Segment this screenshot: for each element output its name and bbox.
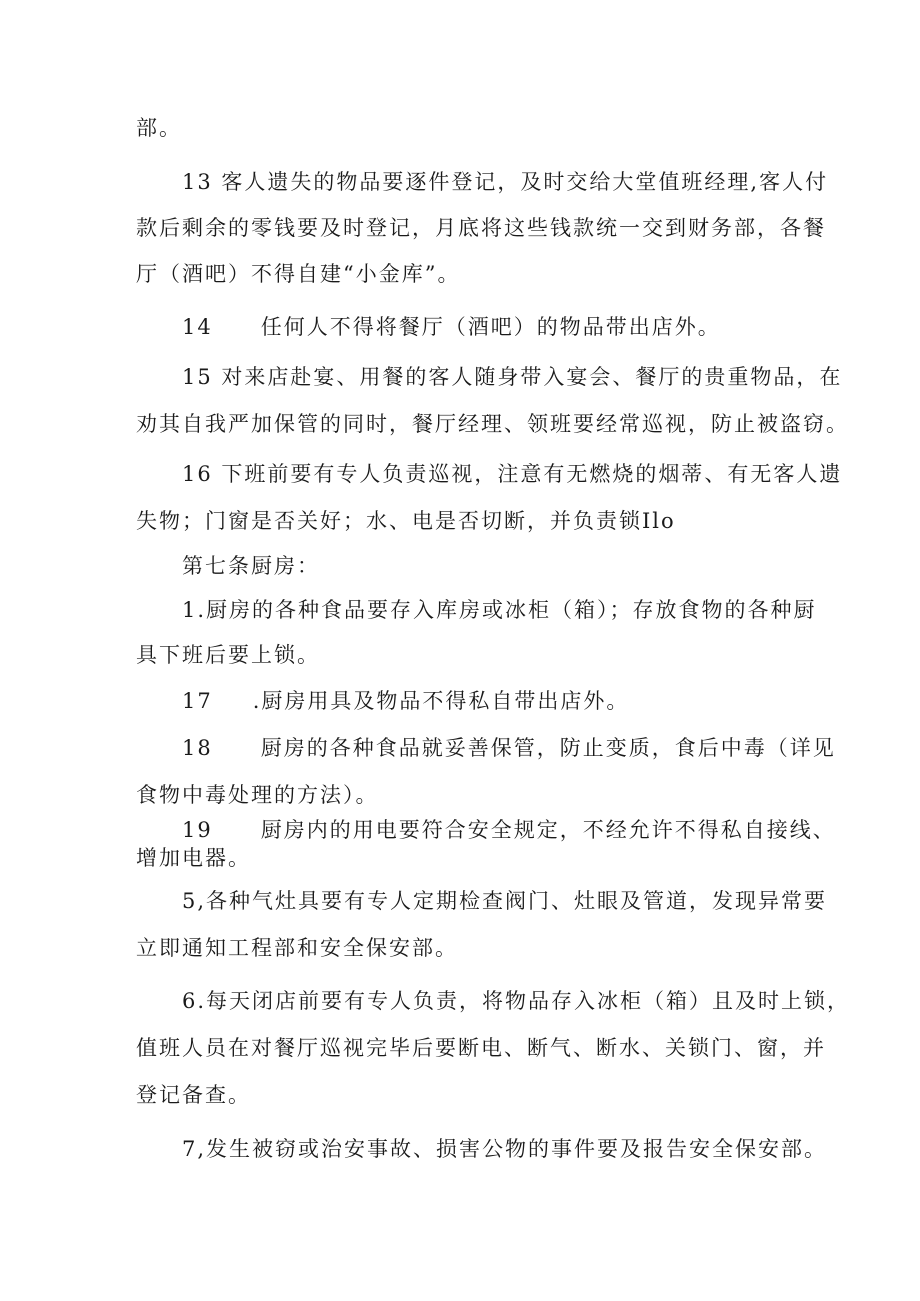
text-line: 16 下班前要有专人负责巡视，注意有无燃烧的烟蒂、有无客人遗 (182, 462, 843, 486)
item-text: 厨房内的用电要符合安全规定，不经允许不得私自接线、 (260, 818, 836, 842)
text-line: 13 客人遗失的物品要逐件登记，及时交给大堂值班经理,客人付 (182, 170, 829, 194)
item-number: 18 (182, 736, 213, 760)
text-line: 劝其自我严加保管的同时，餐厅经理、领班要经常巡视，防止被盗窃。 (136, 412, 849, 436)
item-number: 14 (182, 315, 213, 339)
text-line: 立即通知工程部和安全保安部。 (136, 936, 458, 960)
text-line: 具下班后要上锁。 (136, 643, 320, 667)
text-line: 款后剩余的零钱要及时登记，月底将这些钱款统一交到财务部，各餐 (136, 216, 826, 240)
text-line (182, 733, 836, 763)
text-line: 6.每天闭店前要有专人负责，将物品存入冰柜（箱）且及时上锁， (182, 989, 851, 1013)
item-text: 任何人不得将餐厅（酒吧）的物品带出店外。 (260, 315, 721, 339)
text-line: 部。 (136, 116, 182, 140)
item-number: 17 (182, 689, 213, 713)
text-line: 失物；门窗是否关好；水、电是否切断，并负责锁Ilo (136, 509, 676, 533)
text-line (182, 312, 721, 342)
text-line: 7,发生被窃或治安事故、损害公物的事件要及报告安全保安部。 (182, 1137, 828, 1161)
text-line (182, 686, 629, 716)
text-line: 15 对来店赴宴、用餐的客人随身带入宴会、餐厅的贵重物品，在 (182, 365, 843, 389)
item-number: 19 (182, 818, 213, 842)
text-line: 5,各种气灶具要有专人定期检查阀门、灶眼及管道，发现异常要 (182, 889, 828, 913)
text-line: 厅（酒吧）不得自建“小金库”。 (136, 262, 461, 286)
text-line: 登记备查。 (136, 1083, 251, 1107)
text-line: 食物中毒处理的方法）。 (136, 783, 379, 807)
text-line: 值班人员在对餐厅巡视完毕后要断电、断气、断水、关锁门、窗，并 (136, 1036, 826, 1060)
section-heading: 第七条厨房： (182, 554, 320, 578)
item-text: .厨房用具及物品不得私自带出店外。 (252, 689, 630, 713)
item-text: 厨房的各种食品就妥善保管，防止变质，食后中毒（详见 (260, 736, 836, 760)
text-line (182, 815, 836, 845)
text-line: 增加电器。 (136, 846, 251, 870)
text-line: 1.厨房的各种食品要存入库房或冰柜（箱）；存放食物的各种厨 (182, 598, 817, 622)
